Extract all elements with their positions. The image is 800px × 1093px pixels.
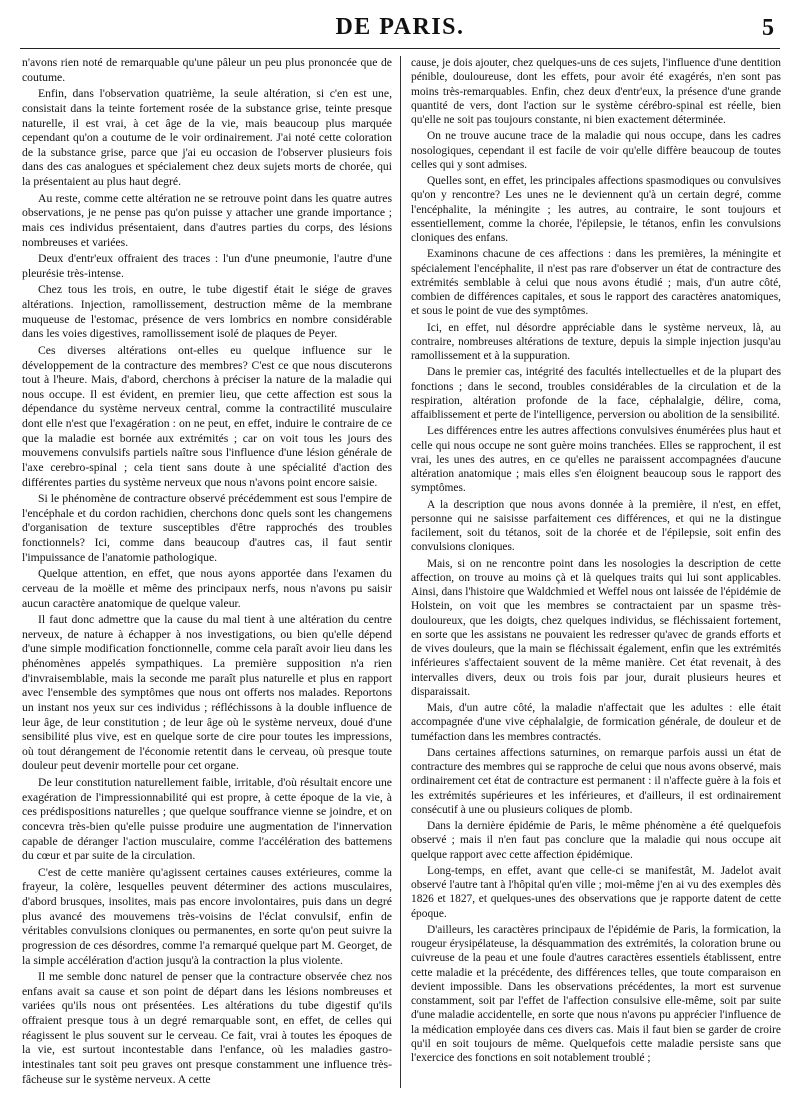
paragraph: De leur constitution naturellement faible, irritable, d'où résultait encore une exagération de l'impressionnabilité qui est propre, à cette époque de la vie, à ces prédispositions naturelles ; que quelque souffrance vienne se joindre, et on concevra très-bien qu'elle puisse produire une augmentation de l'innervation capable de déranger l'action musculaire, comme l'accélération des battemens du cœur et par suite de la circulation. [22,776,392,863]
paragraph: A la description que nous avons donnée à la première, il n'est, en effet, personne qui ne saisisse parfaitement ces différences, et qui ne la distingue facilement, soit du tétanos, soit de la chorée et de l'épilepsie, soit enfin des convulsions cloniques. [411,498,781,554]
paragraph: On ne trouve aucune trace de la maladie qui nous occupe, dans les cadres nosologiques, cependant il est facile de voir qu'elle diffère beaucoup de toutes celles qui y sont admises. [411,130,781,171]
paragraph: Deux d'entr'eux offraient des traces : l'un d'une pneumonie, l'autre d'une pleurésie très-intense. [22,252,392,280]
left-column [22,56,392,1088]
paragraph: Enfin, dans l'observation quatrième, la seule altération, si c'en est une, consistait dans la teinte fortement rosée de la substance grise, teinte presque naturelle, il est vrai, à cet âge de la vie, mais beaucoup plus marquée cependant qu'on a coutume de le voir ordinairement. J'ai noté cette coloration de la substance grise, parce que j'ai eu occasion de l'observer plusieurs fois dans des cas analogues et spécialement chez deux sujets morts de chorée, qui la présentaient au plus haut degré. [22,87,392,188]
paragraph: Mais, d'un autre côté, la maladie n'affectait que les adultes : elle était accompagnée d'une vive céphalalgie, de formication générale, de douleur et de tuméfaction dans les membres contractés. [411,702,781,743]
header-rule [20,48,780,49]
paragraph: Ici, en effet, nul désordre appréciable dans le système nerveux, là, au contraire, nombreuses altérations de texture, depuis la simple injection jusqu'au ramollissement et à la suppuration. [411,321,781,362]
column-divider [400,56,401,1088]
paragraph: Dans le premier cas, intégrité des facultés intellectuelles et de la plupart des fonctions ; dans le second, troubles considérables de la circulation et de la respiration, altération profonde de la face, céphalalgie, délire, coma, affaiblissement et perte de l'intelligence, perversion ou abolition de la sensibilité. [411,366,781,421]
paragraph: n'avons rien noté de remarquable qu'une pâleur un peu plus prononcée que de coutume. [22,56,392,84]
right-column [411,56,781,1088]
paragraph: Si le phénomène de contracture observé précédemment est sous l'empire de l'encéphale et du cordon rachidien, cherchons donc quels sont les changemens d'organisation de texture susceptibles d'être rapprochés des troubles fonctionnels? Ici, comme dans beaucoup d'autres cas, il faut sentir l'impuissance de l'anatomie pathologique. [22,492,392,564]
paragraph: Au reste, comme cette altération ne se retrouve point dans les quatre autres observations, je ne pense pas qu'on puisse y attacher une grande importance ; mais ces individus présentaient, dans d'autres parties du corps, des lésions nombreuses et variées. [22,191,392,249]
page-header [0,0,800,44]
paragraph: D'ailleurs, les caractères principaux de l'épidémie de Paris, la formication, la rougeur érysipélateuse, la désquammation des extrémités, la coloration brune ou cuivreuse de la peau et une foule d'autres caractères essentiels établissent, entre cette maladie et la précédente, des différences telles, que toute comparaison en devient impossible. Dans les observations précédentes, la mort est survenue constamment, soit par l'effet de l'affection consulsive elle-même, soit par suite d'une maladie accidentelle, en sorte que nous n'avons pu apprécier l'influence de la médication employée dans ces divers cas. Mais il faut bien se garder de croire qu'il en soit toujours de même. Quelquefois cette maladie persiste sans que l'exercice des fonctions en soit notablement troublé ; [411,923,781,1064]
paragraph: Long-temps, en effet, avant que celle-ci se manifestât, M. Jadelot avait observé l'autre tant à l'hôpital qu'en ville ; moi-même j'en ai vu des exemples dès 1826 et 1827, et quelques-unes des observations que je rapporte datent de cette époque. [411,864,781,920]
paragraph: Dans la dernière épidémie de Paris, le même phénomène a été quelquefois observé ; mais il n'en faut pas conclure que la maladie qui nous occupe ait quelque rapport avec cette affection épidémique. [411,820,781,861]
paragraph: C'est de cette manière qu'agissent certaines causes extérieures, comme la frayeur, la colère, lesquelles peuvent déterminer des actions musculaires, d'abord brusques, insolites, mais pas encore involontaires, puis dans un degré plus avancé des mouvemens très-voisins de l'éclat convulsif, enfin de véritables convulsions cloniques ou permanentes, en sorte qu'on peut suivre la progression de ces désordres, comme l'a remarqué quelque part M. Georget, de la simple accélération d'action jusqu'à la contraction la plus violente. [22,865,392,967]
running-title: DE PARIS. [335,14,465,40]
paragraph: Les différences entre les autres affections convulsives énumérées plus haut et celle qui nous occupe ne sont guère moins tranchées. Elles se rapprochent, il est vrai, les unes des autres, en ce qu'elles ne paraissent accompagnées d'aucune altération anatomique ; mais elles s'en éloignent beaucoup sous le rapport des symptômes. [411,425,781,495]
paragraph: Il faut donc admettre que la cause du mal tient à une altération du centre nerveux, de nature à échapper à nos investigations, ou bien qu'elle dépend d'une simple modification fonctionnelle, comme cela paraît avoir lieu dans les phénomènes appelés sympathiques. La première supposition n'a rien d'invraisemblable, mais la seconde me paraît plus naturelle et plus en rapport avec l'ensemble des symptômes que nous ont offerts nos malades. Reportons un instant nos yeux sur ces individus ; réfléchissons à la double influence de leur âge, de leur constitution ; de leur âge où le système nerveux, doué d'une sensibilité plus vive, est en quelque sorte de cire pour toutes les impressions, où tout dérangement de l'économie retentit dans le cerveau, où presque toute douleur peut devenir mortelle pour cet organe. [22,613,392,773]
paragraph: Ces diverses altérations ont-elles eu quelque influence sur le développement de la contracture des membres? C'est ce que nous discuterons tout à l'heure. Mais, d'abord, cherchons à préciser la nature de la maladie qui nous occupe. Il est évident, en premier lieu, que cette affection est sous la dépendance du système nerveux central, comme la contractilité musculaire dont elle n'est que l'exagération : on ne peut, en effet, induire le contraire de ce que la maladie est bornée aux extrémités ; car on voit tous les jours des mouvemens convulsifs partiels naître sous l'influence d'une lésion générale de l'axe cerebro-spinal ; cela tient sans doute à une spécialité d'action des différentes parties du système nerveux que nous n'avons point encore saisie. [22,343,392,489]
paragraph: Mais, si on ne rencontre point dans les nosologies la description de cette affection, on trouve au moins çà et là quelques traits qui lui sont applicables. Ainsi, dans l'histoire que Waldchmied et Weffel nous ont laissée de l'épidémie de Holstein, on voit que les membres se contractaient par un spasme très-douloureux, que les doigts, chez quelques individus, se fléchissaient fortement, en sorte que les assistans ne pouvaient les redresser qu'avec de grands efforts et de vives douleurs, que la main se fléchissait également, enfin que les extrémités inférieures s'affectaient souvent de la même manière. Cet état revenait, à des intervalles divers, deux ou trois fois par jour, durait plusieurs heures et disparaissait. [411,557,781,698]
paragraph: Il me semble donc naturel de penser que la contracture observée chez nos enfans avait sa cause et son point de départ dans les lésions nombreuses et variées qu'ils nous ont présentées. Les altérations du tube digestif qu'ils offraient presque tous à un degré remarquable sont, en effet, de celles qui réagissent le plus souvent sur le cerveau. Ce fait, vrai à toutes les époques de la vie, est surtout incontestable dans l'enfance, où les maladies gastro-intestinales tant soit peu graves ont presque constamment une influence très-fâcheuse sur le système nerveux. A cette [22,970,392,1086]
paragraph: Chez tous les trois, en outre, le tube digestif était le siége de graves altérations. Injection, ramollissement, destruction même de la membrane muqueuse de l'estomac, présence de vers lombrics en nombre considérable dans les voies digestives, ramollissement isolé de plaques de Peyer. [22,283,392,341]
paragraph: Dans certaines affections saturnines, on remarque parfois aussi un état de contracture des membres qui se rapproche de celui que nous avons observé, mais ordinairement cet état de contracture est permanent : il n'affecte guère à la fois et les extrémités supérieures et les inférieures, et d'ailleurs, il est ordinairement consécutif à une ou plusieurs coliques de plomb. [411,746,781,816]
paragraph: Examinons chacune de ces affections : dans les premières, la méningite et spécialement l'encéphalite, il n'est pas rare d'observer un état de contracture des extrémités semblable à celui que nous avons étudié ; mais, d'un autre côté, combien de différences capitales, et sous le rapport des caractères anatomiques, et sous le point de vue des symptômes. [411,248,781,318]
page-number: 5 [762,15,774,41]
paragraph: Quelque attention, en effet, que nous ayons apportée dans l'examen du cerveau de la moëlle et même des principaux nerfs, nous n'avons pu saisir aucun caractère anatomique de quelque valeur. [22,567,392,610]
paragraph: Quelles sont, en effet, les principales affections spasmodiques ou convulsives qu'on y rencontre? Les unes ne le deviennent qu'à un certain degré, comme l'encéphalite, la méningite ; les autres, au contraire, le sont toujours et essentiellement, comme la chorée, l'épilepsie, le tétanos, enfin les convulsions cloniques des enfans. [411,175,781,244]
paragraph: cause, je dois ajouter, chez quelques-uns de ces sujets, l'influence d'une dentition pénible, douloureuse, dont les effets, pour avoir été exagérés, n'en sont pas moins très-remarquables. Enfin, chez deux d'entr'eux, la présence d'une grande quantité de vers, dont l'action sur le système cérébro-spinal est réelle, bien qu'elle ne soit pas toujours constante, ni bien exactement déterminée. [411,57,781,126]
